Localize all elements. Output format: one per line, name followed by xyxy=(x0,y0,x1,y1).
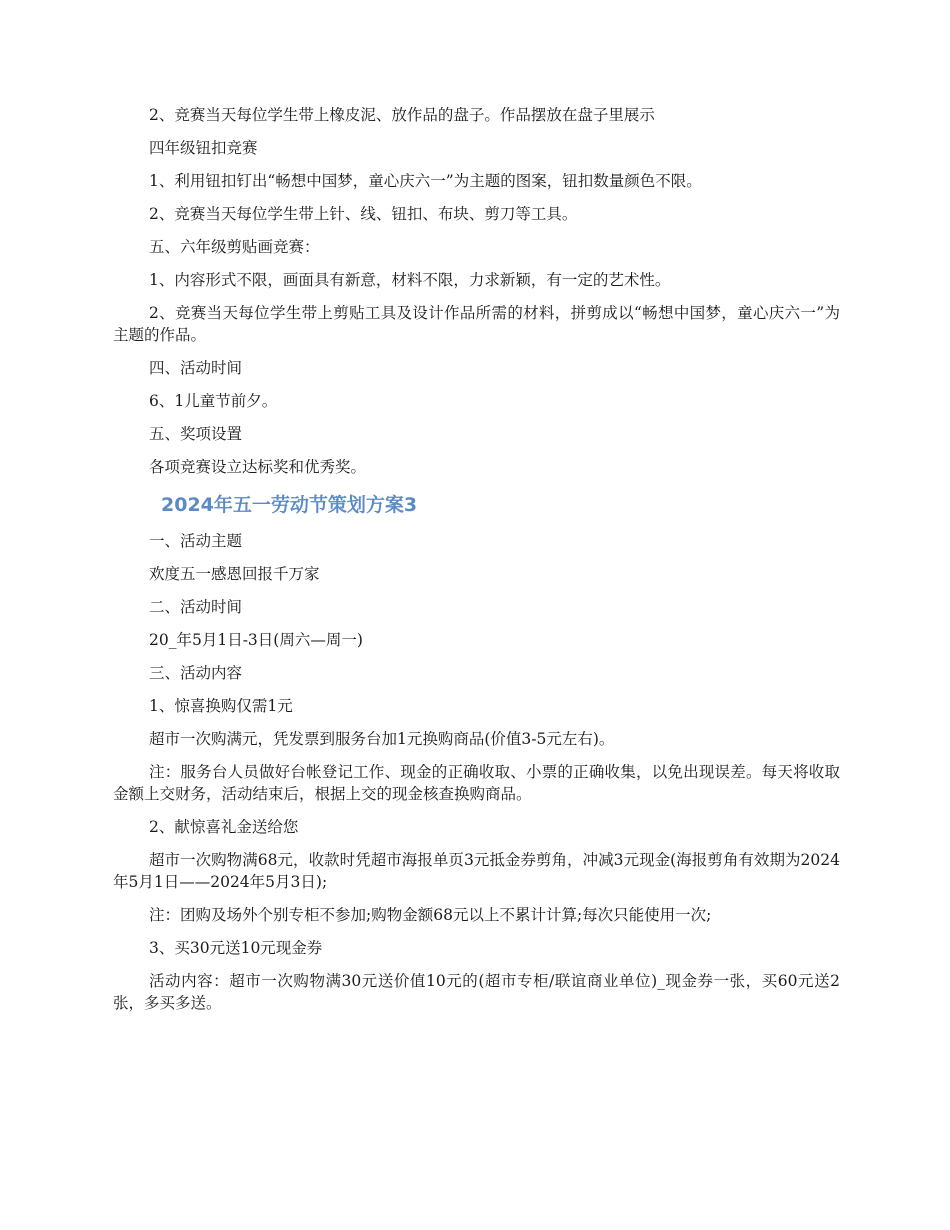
paragraph: 各项竞赛设立达标奖和优秀奖。 xyxy=(149,458,367,476)
paragraph: 活动内容：超市一次购物满30元送价值10元的(超市专柜/联谊商业单位)_现金券一张，买60元送2张，多买多送。 xyxy=(113,972,840,1012)
section-heading: 二、活动时间 xyxy=(149,598,243,616)
section-heading: 一、活动主题 xyxy=(149,532,243,550)
section-heading: 五、六年级剪贴画竞赛： xyxy=(149,238,320,256)
paragraph: 1、惊喜换购仅需1元 xyxy=(149,697,293,715)
paragraph: 3、买30元送10元现金券 xyxy=(149,939,323,957)
paragraph: 超市一次购物满68元，收款时凭超市海报单页3元抵金券剪角，冲减3元现金(海报剪角有效期为2024年5月1日——2024年5月3日); xyxy=(113,851,840,891)
paragraph: 欢度五一感恩回报千万家 xyxy=(149,565,320,583)
section-heading: 四、活动时间 xyxy=(149,359,243,377)
paragraph: 20_年5月1日-3日(周六—周一) xyxy=(149,631,363,649)
document-title: 2024年五一劳动节策划方案3 xyxy=(161,494,418,516)
paragraph: 2、竞赛当天每位学生带上橡皮泥、放作品的盘子。作品摆放在盘子里展示 xyxy=(149,106,655,124)
paragraph: 6、1儿童节前夕。 xyxy=(149,392,278,410)
paragraph: 超市一次购满元，凭发票到服务台加1元换购商品(价值3-5元左右)。 xyxy=(149,730,615,748)
paragraph: 1、内容形式不限，画面具有新意，材料不限，力求新颖，有一定的艺术性。 xyxy=(149,271,671,289)
paragraph: 2、献惊喜礼金送给您 xyxy=(149,818,299,836)
paragraph: 注：团购及场外个别专柜不参加;购物金额68元以上不累计计算;每次只能使用一次; xyxy=(149,906,712,924)
paragraph: 2、竞赛当天每位学生带上针、线、钮扣、布块、剪刀等工具。 xyxy=(149,205,578,223)
section-heading: 五、奖项设置 xyxy=(149,425,243,443)
paragraph: 注：服务台人员做好台帐登记工作、现金的正确收取、小票的正确收集，以免出现误差。每天将收取金额上交财务，活动结束后，根据上交的现金核查换购商品。 xyxy=(113,763,840,803)
section-heading: 四年级钮扣竞赛 xyxy=(149,139,258,157)
paragraph: 2、竞赛当天每位学生带上剪贴工具及设计作品所需的材料，拼剪成以“畅想中国梦，童心庆六一”为主题的作品。 xyxy=(113,304,840,344)
section-heading: 三、活动内容 xyxy=(149,664,243,682)
paragraph: 1、利用钮扣钉出“畅想中国梦，童心庆六一”为主题的图案，钮扣数量颜色不限。 xyxy=(149,172,702,190)
document-page xyxy=(113,104,840,1025)
